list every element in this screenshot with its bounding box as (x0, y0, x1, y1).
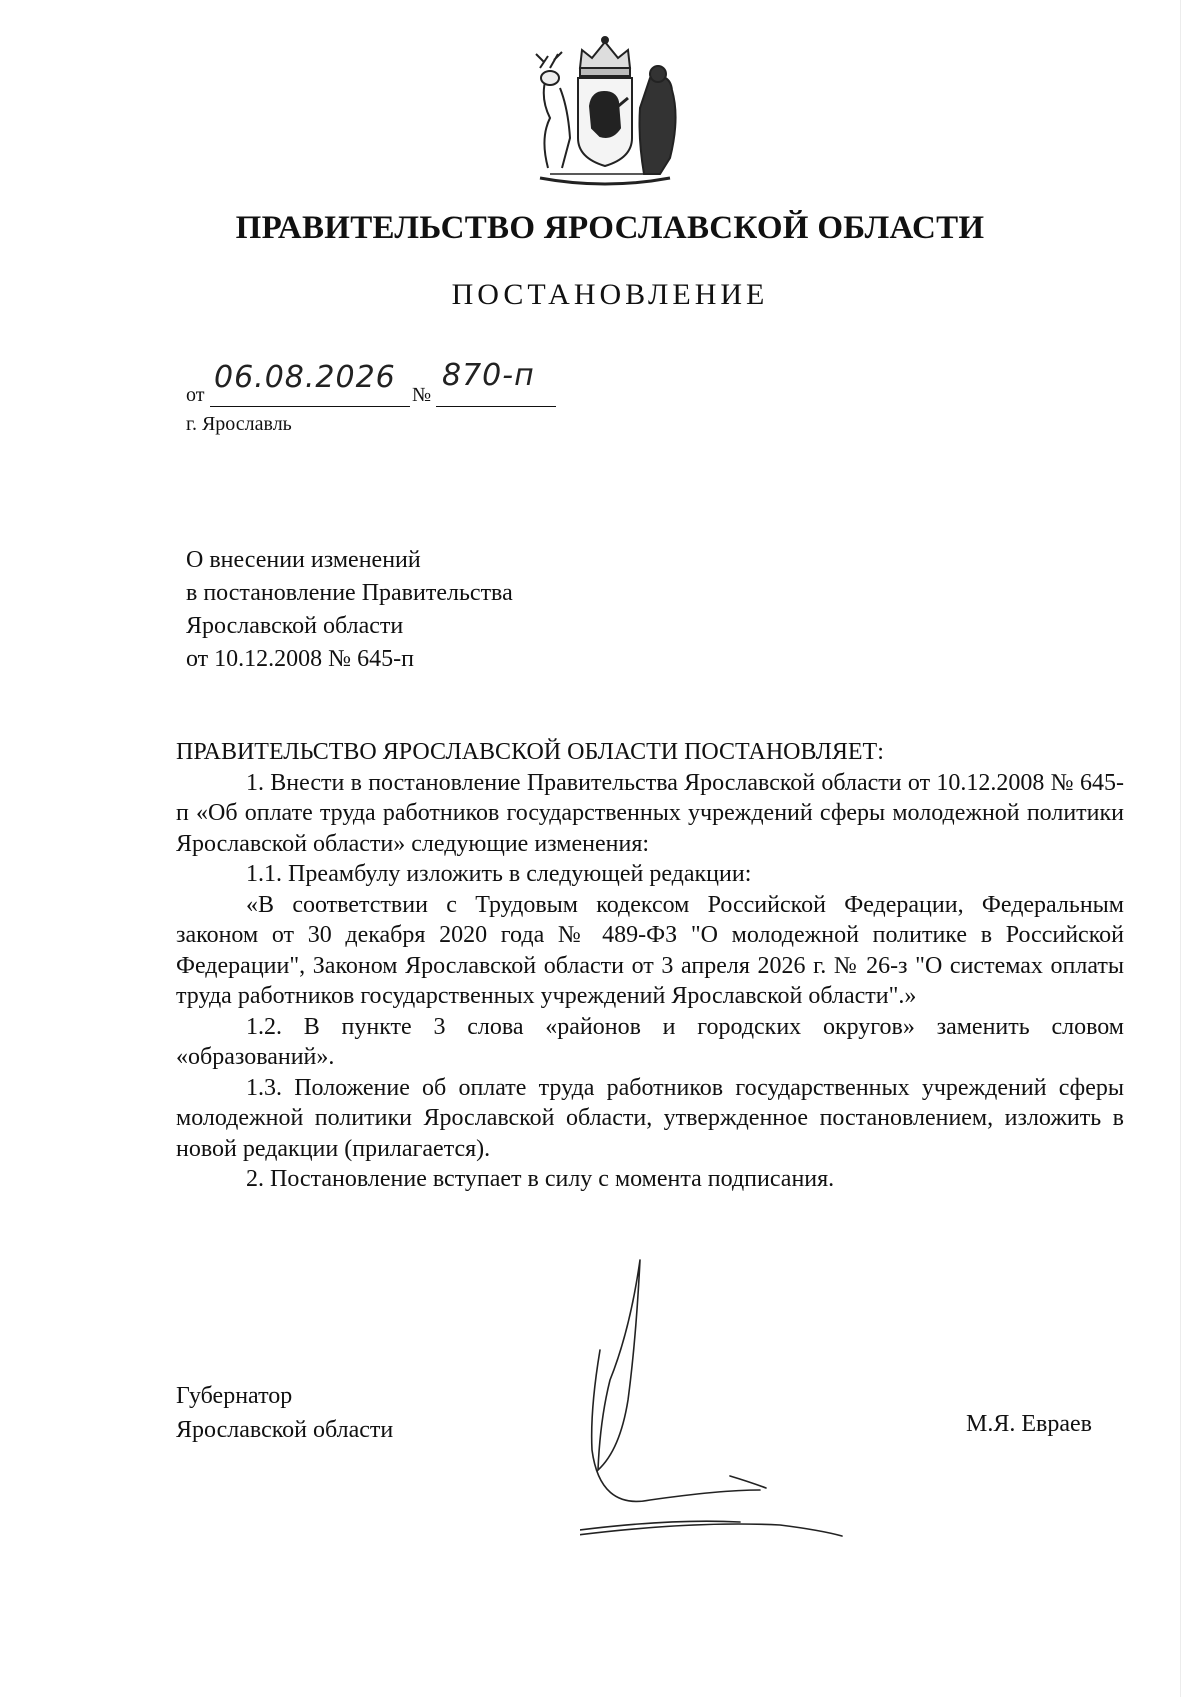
handwritten-number: 870-п (442, 358, 535, 393)
paragraph-1: 1. Внести в постановление Правительства Ярославской области от 10.12.2008 № 645-п «Об оплате труда работников государственных учреждений сферы молодежной политики Ярославской области» следующие изменения: (176, 769, 1124, 857)
coat-of-arms-icon (520, 28, 690, 188)
date-from-label: от (186, 384, 205, 406)
paragraph-1-1: 1.1. Преамбулу изложить в следующей редакции: (246, 861, 752, 887)
city-label: г. Ярославль (186, 413, 292, 435)
number-label: № (412, 384, 432, 406)
paragraph-1-2: 1.2. В пункте 3 слова «районов и городских округов» заменить словом «образований». (176, 1013, 1124, 1070)
paragraph-1-3: 1.3. Положение об оплате труда работников государственных учреждений сферы молодежной политики Ярославской области, утвержденное постановлением, изложить в новой редакции (прилагается). (176, 1074, 1124, 1162)
scan-edge (1180, 0, 1181, 1697)
handwritten-date: 06.08.2026 (214, 360, 396, 395)
document-type: ПОСТАНОВЛЕНИЕ (451, 278, 769, 311)
handwritten-signature (580, 1250, 930, 1550)
document-subject (186, 544, 513, 676)
organization-title: ПРАВИТЕЛЬСТВО ЯРОСЛАВСКОЙ ОБЛАСТИ (235, 210, 985, 246)
subject-line: от 10.12.2008 № 645-п (186, 646, 414, 672)
subject-line: Ярославской области (186, 613, 404, 639)
subject-line: в постановление Правительства (186, 580, 513, 606)
position-line: Ярославской области (176, 1417, 394, 1443)
document-body (176, 737, 1124, 1195)
subject-line: О внесении изменений (186, 547, 421, 573)
resolution-lead: ПРАВИТЕЛЬСТВО ЯРОСЛАВСКОЙ ОБЛАСТИ ПОСТАНОВЛЯЕТ: (176, 739, 884, 765)
position-line: Губернатор (176, 1383, 293, 1409)
paragraph-preamble-quote: «В соответствии с Трудовым кодексом Российской Федерации, Федеральным законом от 30 декабря 2020 года № 489-ФЗ "О молодежной политике в Российской Федерации", Законом Ярославской области от 3 апреля 2026 г. № 26-з "О системах оплаты труда работников государственных учреждений Ярославской области".» (176, 891, 1124, 1009)
signatory-position (176, 1379, 393, 1447)
document-dateline (186, 360, 586, 412)
signatory-name: М.Я. Евраев (966, 1411, 1092, 1437)
paragraph-2: 2. Постановление вступает в силу с момента подписания. (246, 1166, 835, 1192)
